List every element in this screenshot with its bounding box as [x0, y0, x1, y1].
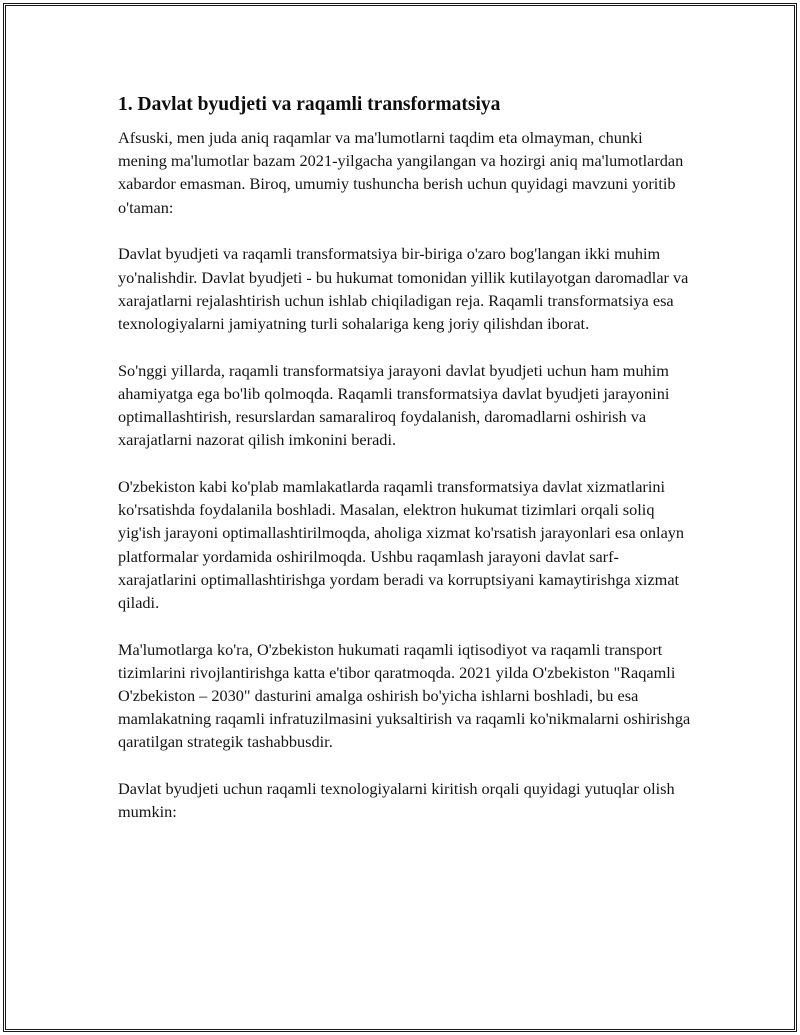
- paragraph-achievements-lead: Davlat byudjeti uchun raqamli texnologiyalarni kiritish orqali quyidagi yutuqlar olish mumkin:: [118, 779, 675, 822]
- paragraph-intro: Afsuski, men juda aniq raqamlar va ma'lumotlarni taqdim eta olmayman, chunki mening ma'lumotlar bazam 2021-yilgacha yangilangan va hozirgi aniq ma'lumotlardan xabardor emasman. Biroq, umumiy tushuncha berish uchun quyidagi mavzuni yoritib o'taman:: [118, 128, 684, 217]
- paragraph-definitions: Davlat byudjeti va raqamli transformatsiya bir-biriga o'zaro bog'langan ikki muhim yo'nalishdir. Davlat byudjeti - bu hukumat tomonidan yillik kutilayotgan daromadlar va xarajatlarni rejalashtirish uchun ishlab chiqiladigan reja. Raqamli transformatsiya esa texnologiyalarni jamiyatning turli sohalariga keng joriy qilishdan iborat.: [118, 244, 689, 333]
- paragraph-uzbekistan-services: O'zbekiston kabi ko'plab mamlakatlarda raqamli transformatsiya davlat xizmatlarini ko'rsatishda foydalanila boshladi. Masalan, elektron hukumat tizimlari orqali soliq yig'ish jarayoni optimallashtirilmoqda, aholiga xizmat ko'rsatish jarayonlari esa onlayn platformalar yordamida oshirilmoqda. Ushbu raqamlash jarayoni davlat sarf-xarajatlarini optimallashtirishga yordam beradi va korruptsiyani kamaytirishga xizmat qiladi.: [118, 476, 685, 612]
- document-body: [118, 92, 693, 847]
- paragraph-recent-years: So'nggi yillarda, raqamli transformatsiya jarayoni davlat byudjeti uchun ham muhim ahamiyatga ega bo'lib qolmoqda. Raqamli transformatsiya davlat byudjeti jarayonini optimallashtirish, resurslardan samaraliroq foydalanish, daromadlarni oshirish va xarajatlarni nazorat qilish imkonini beradi.: [118, 360, 670, 450]
- document-title: 1. Davlat byudjeti va raqamli transformatsiya: [118, 94, 501, 115]
- paragraph-digital-uzbekistan-2030: Ma'lumotlarga ko'ra, O'zbekiston hukumati raqamli iqtisodiyot va raqamli transport tizimlarini rivojlantirishga katta e'tibor qaratmoqda. 2021 yilda O'zbekiston "Raqamli O'zbekiston – 2030" dasturini amalga oshirish bo'yicha ishlarni boshladi, bu esa mamlakatning raqamli infratuzilmasini yuksaltirish va raqamli ko'nikmalarni oshirishga qaratilgan strategik tashabbusdir.: [118, 639, 691, 752]
